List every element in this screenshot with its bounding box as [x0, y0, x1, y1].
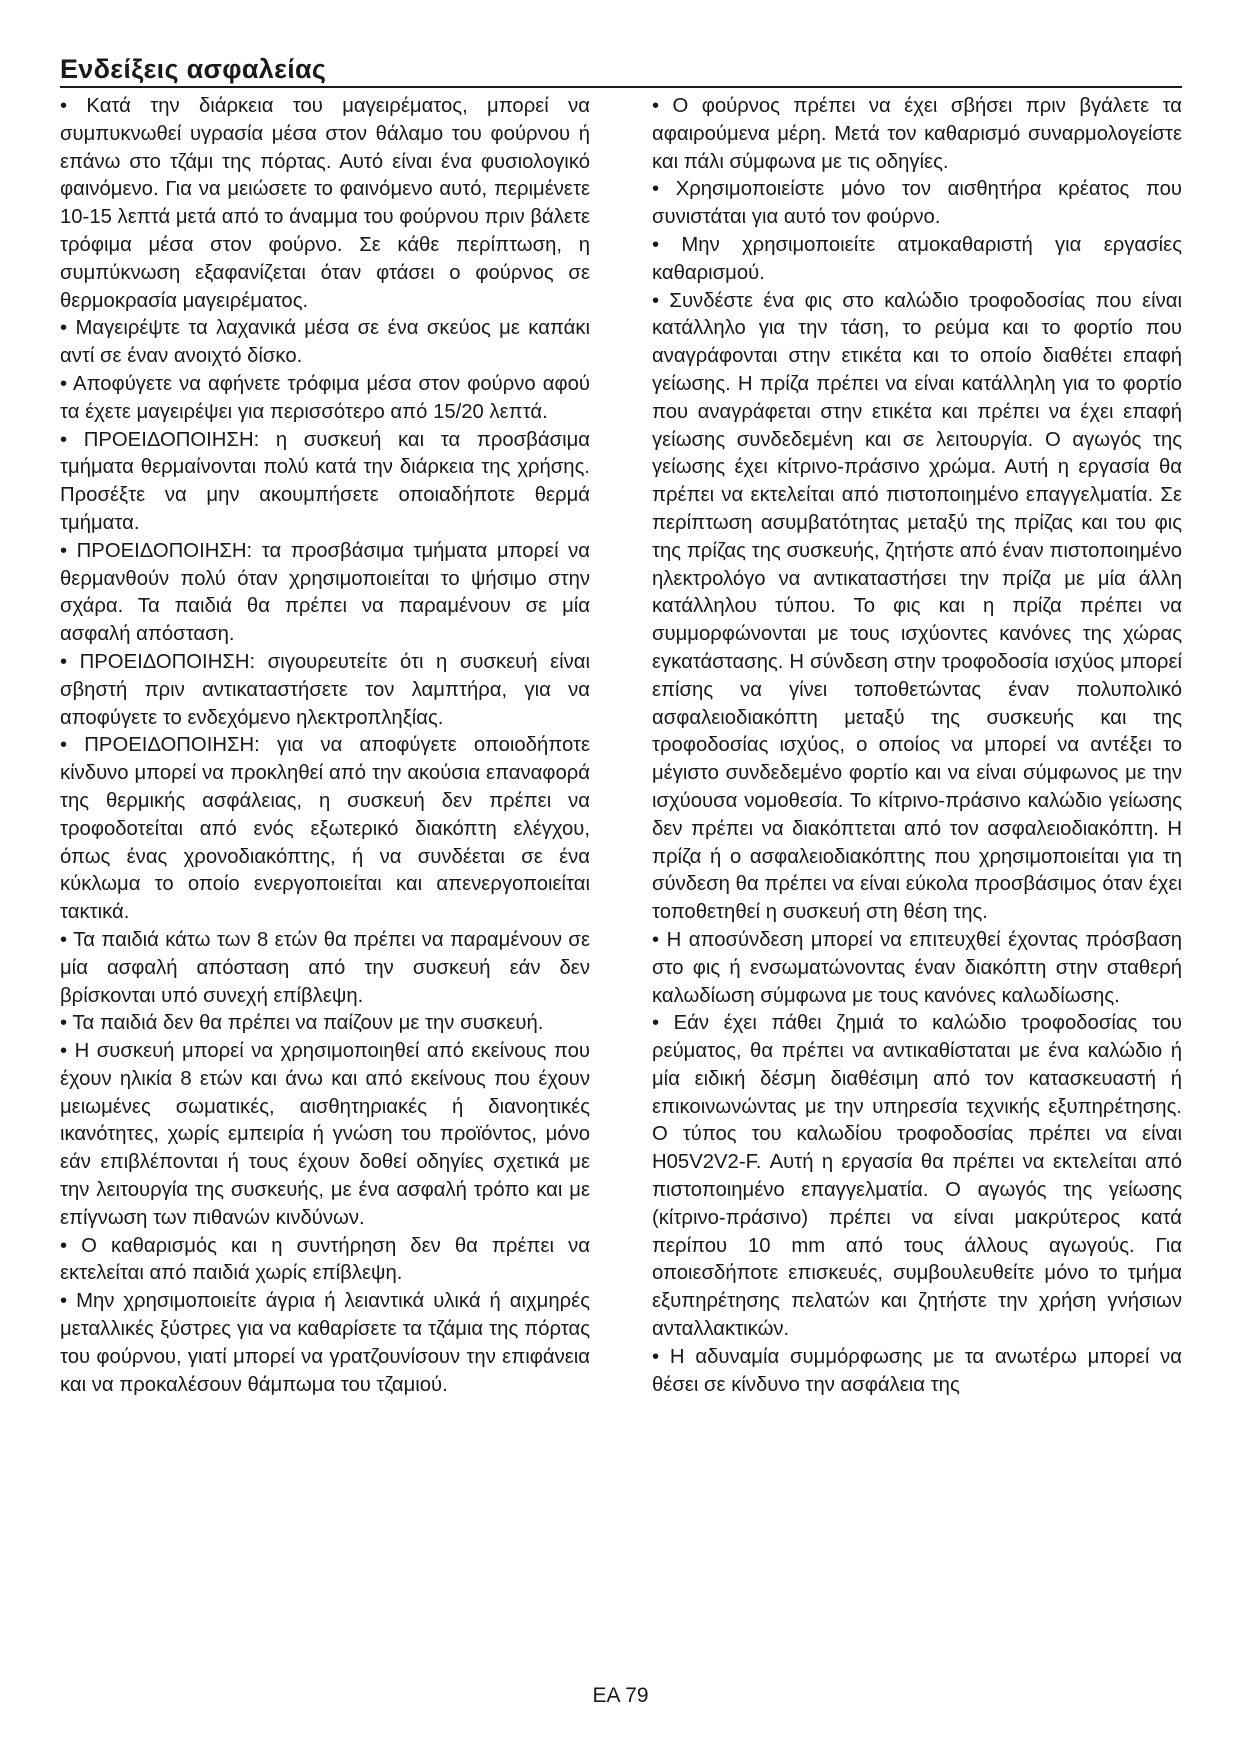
title-divider [60, 86, 1182, 88]
right-column [652, 93, 1182, 1399]
page-number: EA 79 [592, 1684, 649, 1707]
safety-paragraph: • Η αδυναμία συμμόρφωσης με τα ανωτέρω μπορεί να θέσει σε κίνδυνο την ασφάλεια της [652, 1345, 1182, 1396]
safety-paragraph: • Εάν έχει πάθει ζημιά το καλώδιο τροφοδοσίας του ρεύματος, θα πρέπει να αντικαθίσταται με ένα καλώδιο ή μία ειδική δέσμη διαθέσιμη από τον κατασκευαστή ή επικοινωνώντας με την υπηρεσία τεχνικής εξυπηρέτησης. Ο τύπος του καλωδίου τροφοδοσίας πρέπει να είναι H05V2V2-F. Αυτή η εργασία θα πρέπει να εκτελείται από πιστοποιημένο επαγγελματία. Ο αγωγός της γείωσης (κίτρινο-πράσινο) πρέπει να είναι μακρύτερος κατά περίπου 10 mm από τους άλλους αγωγούς. Για οποιεσδήποτε επισκευές, συμβουλευθείτε μόνο το τμήμα εξυπηρέτησης πελατών και ζητήστε την χρήση γνήσιων ανταλλακτικών. [652, 1012, 1182, 1341]
safety-paragraph: • Η αποσύνδεση μπορεί να επιτευχθεί έχοντας πρόσβαση στο φις ή ενσωματώνοντας έναν διακόπτη στην σταθερή καλωδίωση σύμφωνα με τους κανόνες καλωδίωσης. [652, 928, 1182, 1007]
safety-paragraph: • Αποφύγετε να αφήνετε τρόφιμα μέσα στον φούρνο αφού τα έχετε μαγειρέψει για περισσότερο από 15/20 λεπτά. [60, 372, 590, 423]
safety-paragraph: • Ο καθαρισμός και η συντήρηση δεν θα πρέπει να εκτελείται από παιδιά χωρίς επίβλεψη. [60, 1234, 590, 1285]
safety-paragraph: • Τα παιδιά κάτω των 8 ετών θα πρέπει να παραμένουν σε μία ασφαλή απόσταση από την συσκευή εάν δεν βρίσκονται υπό συνεχή επίβλεψη. [60, 928, 590, 1007]
safety-paragraph: • Ο φούρνος πρέπει να έχει σβήσει πριν βγάλετε τα αφαιρούμενα μέρη. Μετά τον καθαρισμό συναρμολογείστε και πάλι σύμφωνα με τις οδηγίες. [652, 95, 1182, 173]
safety-paragraph: • ΠΡΟΕΙΔΟΠΟΙΗΣΗ: σιγουρευτείτε ότι η συσκευή είναι σβηστή πριν αντικαταστήσετε τον λαμπτήρα, για να αποφύγετε το ενδεχόμενο ηλεκτροπληξίας. [60, 650, 590, 729]
safety-paragraph: • ΠΡΟΕΙΔΟΠΟΙΗΣΗ: η συσκευή και τα προσβάσιμα τμήματα θερμαίνονται πολύ κατά την διάρκεια της χρήσης. Προσέξτε να μην ακουμπήσετε οποιαδήποτε θερμά τμήματα. [60, 428, 590, 534]
safety-paragraph: • Συνδέστε ένα φις στο καλώδιο τροφοδοσίας που είναι κατάλληλο για την τάση, το ρεύμα και το φορτίο που αναγράφονται στην ετικέτα και το οποίο διαθέτει επαφή γείωσης. Η πρίζα πρέπει να είναι κατάλληλη για το φορτίο που αναγράφεται στην ετικέτα και πρέπει να έχει επαφή γείωσης συνδεδεμένη και σε λειτουργία. Ο αγωγός της γείωσης έχει κίτρινο-πράσινο χρώμα. Αυτή η εργασία θα πρέπει να εκτελείται από πιστοποιημένο επαγγελματία. Σε περίπτωση ασυμβατότητας μεταξύ της πρίζας και του φις της πρίζας της συσκευής, ζητήστε από έναν πιστοποιημένο ηλεκτρολόγο να αντικαταστήσει την πρίζα με μία άλλη κατάλληλου τύπου. Το φις και η πρίζα πρέπει να συμμορφώνονται με τους ισχύοντες κανόνες της χώρας εγκατάστασης. Η σύνδεση στην τροφοδοσία ισχύος μπορεί επίσης να γίνει τοποθετώντας έναν πολυπολικό ασφαλειοδιακόπτη μεταξύ της συσκευής και της τροφοδοσίας ισχύος, ο οποίος να μπορεί να αντέξει το μέγιστο συνδεδεμένο φορτίο και να είναι σύμφωνος με την ισχύουσα νομοθεσία. Το κίτρινο-πράσινο καλώδιο γείωσης δεν πρέπει να διακόπτεται από τον ασφαλειοδιακόπτη. Η πρίζα ή ο ασφαλειοδιακόπτης που χρησιμοποιείται για τη σύνδεση θα πρέπει να είναι εύκολα προσβάσιμος όταν έχει τοποθετηθεί η συσκευή στη θέση της. [652, 289, 1182, 924]
safety-paragraph: • ΠΡΟΕΙΔΟΠΟΙΗΣΗ: για να αποφύγετε οποιοδήποτε κίνδυνο μπορεί να προκληθεί από την ακούσια επαναφορά της θερμικής ασφάλειας, η συσκευή δεν πρέπει να τροφοδοτείται από ενός εξωτερικό διακόπτη ελέγχου, όπως ένας χρονοδιακόπτης, ή να συνδέεται σε ένα κύκλωμα το οποίο ενεργοποιείται και απενεργοποιείται τακτικά. [60, 734, 590, 924]
safety-paragraph: • Τα παιδιά δεν θα πρέπει να παίζουν με την συσκευή. [60, 1012, 544, 1035]
safety-paragraph: • Χρησιμοποιείστε μόνο τον αισθητήρα κρέατος που συνιστάται για αυτό τον φούρνο. [652, 178, 1182, 229]
safety-paragraph: • Κατά την διάρκεια του μαγειρέματος, μπορεί να συμπυκνωθεί υγρασία μέσα στον θάλαμο του φούρνου ή επάνω στο τζάμι της πόρτας. Αυτό είναι ένα φυσιολογικό φαινόμενο. Για να μειώσετε το φαινόμενο αυτό, περιμένετε 10-15 λεπτά μετά από το άναμμα του φούρνου πριν βάλετε τρόφιμα μέσα στον φούρνο. Σε κάθε περίπτωση, η συμπύκνωση εξαφανίζεται όταν φτάσει ο φούρνος σε θερμοκρασία μαγειρέματος. [60, 95, 590, 312]
safety-paragraph: • Μην χρησιμοποιείτε άγρια ή λειαντικά υλικά ή αιχμηρές μεταλλικές ξύστρες για να καθαρίσετε τα τζάμια της πόρτας του φούρνου, γιατί μπορεί να γρατζουνίσουν την επιφάνεια και να προκαλέσουν θάμπωμα του τζαμιού. [60, 1290, 590, 1396]
safety-paragraph: • Η συσκευή μπορεί να χρησιμοποιηθεί από εκείνους που έχουν ηλικία 8 ετών και άνω και από εκείνους που έχουν μειωμένες σωματικές, αισθητηριακές ή διανοητικές ικανότητες, χωρίς εμπειρία ή γνώση του προϊόντος, μόνο εάν επιβλέπονται ή τους έχουν δοθεί οδηγίες σχετικά με την λειτουργία της συσκευής, με ένα ασφαλή τρόπο και με επίγνωση των πιθανών κινδύνων. [60, 1040, 590, 1229]
safety-paragraph: • ΠΡΟΕΙΔΟΠΟΙΗΣΗ: τα προσβάσιμα τμήματα μπορεί να θερμανθούν πολύ όταν χρησιμοποιείται το ψήσιμο στην σχάρα. Τα παιδιά θα πρέπει να παραμένουν σε μία ασφαλή απόσταση. [60, 539, 590, 646]
safety-paragraph: • Μην χρησιμοποιείτε ατμοκαθαριστή για εργασίες καθαρισμού. [652, 233, 1182, 284]
page-title: Ενδείξεις ασφαλείας [60, 54, 327, 84]
left-column [60, 93, 590, 1399]
safety-paragraph: • Μαγειρέψτε τα λαχανικά μέσα σε ένα σκεύος με καπάκι αντί σε έναν ανοιχτό δίσκο. [60, 317, 590, 368]
